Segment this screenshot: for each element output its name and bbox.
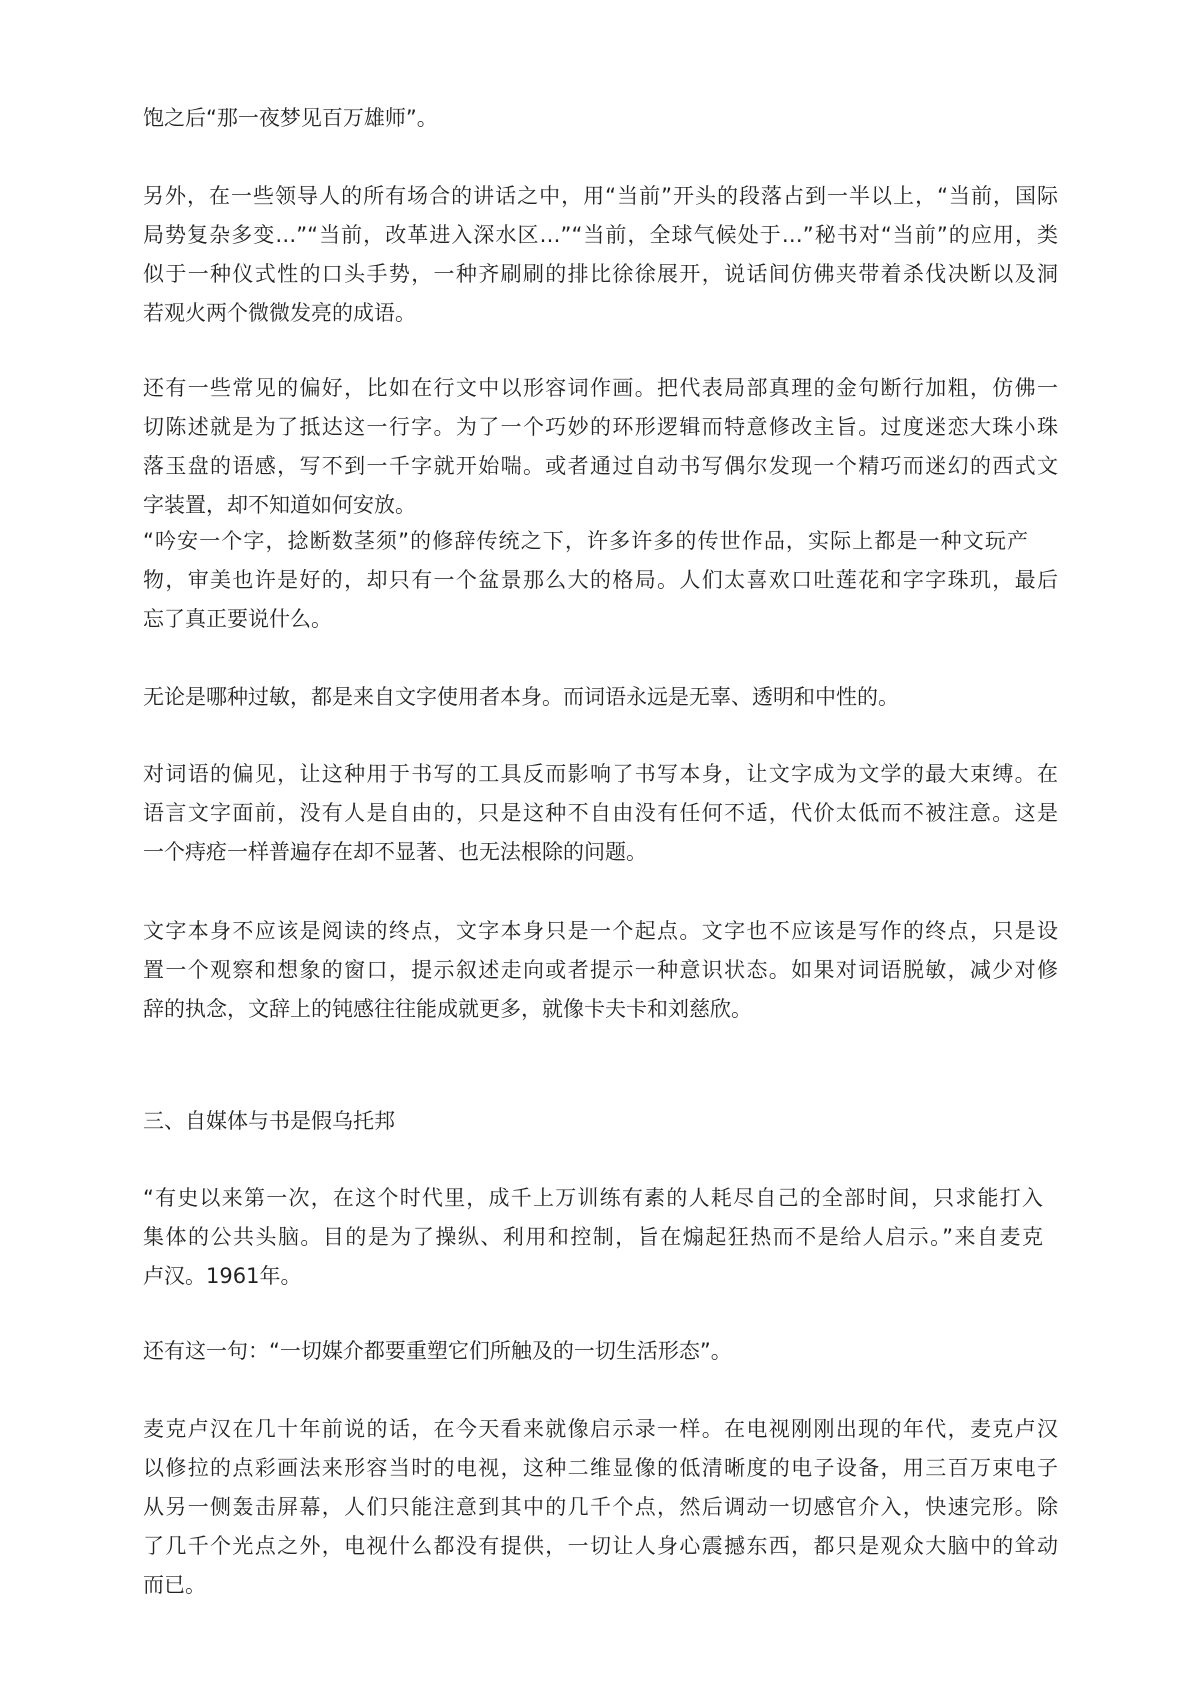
text-line: 对词语的偏见，让这种用于书写的工具反而影响了书写本身，让文字成为文学的最大束缚。在 (143, 762, 1058, 786)
paragraph (143, 1332, 1058, 1371)
text-line: 一个痔疮一样普遍存在却不显著、也无法根除的问题。 (143, 840, 647, 864)
paragraph (143, 912, 1058, 1029)
text-line: 从另一侧轰击屏幕，人们只能注意到其中的几千个点，然后调动一切感官介入，快速完形。除 (143, 1495, 1058, 1519)
text-line: 还有这一句：“一切媒介都要重塑它们所触及的一切生活形态”。 (143, 1339, 732, 1363)
paragraph (143, 1410, 1058, 1605)
paragraph (143, 678, 1058, 717)
text-line: 切陈述就是为了抵达这一行字。为了一个巧妙的环形逻辑而特意修改主旨。过度迷恋大珠小珠 (143, 415, 1058, 439)
section-heading-text: 三、自媒体与书是假乌托邦 (143, 1109, 395, 1133)
paragraph (143, 369, 1058, 525)
text-line: 另外，在一些领导人的所有场合的讲话之中，用“当前”开头的段落占到一半以上，“当前，国际 (143, 184, 1058, 208)
text-line: 忘了真正要说什么。 (143, 607, 332, 631)
paragraph (143, 99, 1058, 138)
paragraph (143, 1179, 1058, 1296)
paragraph (143, 755, 1058, 872)
text-line: 文字本身不应该是阅读的终点，文字本身只是一个起点。文字也不应该是写作的终点，只是设 (143, 919, 1058, 943)
text-line: 而已。 (143, 1573, 206, 1597)
text-line: “有史以来第一次，在这个时代里，成千上万训练有素的人耗尽自己的全部时间，只求能打入 (143, 1186, 1043, 1210)
text-line: 置一个观察和想象的窗口，提示叙述走向或者提示一种意识状态。如果对词语脱敏，减少对修 (143, 958, 1058, 982)
text-line: 若观火两个微微发亮的成语。 (143, 301, 416, 325)
text-line: 以修拉的点彩画法来形容当时的电视，这种二维显像的低清晰度的电子设备，用三百万束电子 (143, 1456, 1058, 1480)
text-line: 局势复杂多变…”“当前，改革进入深水区…”“当前，全球气候处于…”秘书对“当前”的应用，类 (143, 223, 1058, 247)
text-line: 辞的执念，文辞上的钝感往往能成就更多，就像卡夫卡和刘慈欣。 (143, 997, 752, 1021)
text-line: 还有一些常见的偏好，比如在行文中以形容词作画。把代表局部真理的金句断行加粗，仿佛一 (143, 376, 1058, 400)
text-line: “吟安一个字，捻断数茎须”的修辞传统之下，许多许多的传世作品，实际上都是一种文玩产 (143, 529, 1028, 553)
text-line: 集体的公共头脑。目的是为了操纵、利用和控制，旨在煽起狂热而不是给人启示。”来自麦克 (143, 1225, 1043, 1249)
text-line: 似于一种仪式性的口头手势，一种齐刷刷的排比徐徐展开，说话间仿佛夹带着杀伐决断以及洞 (143, 262, 1058, 286)
text-line: 字装置，却不知道如何安放。 (143, 493, 416, 517)
text-line: 了几千个光点之外，电视什么都没有提供，一切让人身心震撼东西，都只是观众大脑中的耸动 (143, 1534, 1058, 1558)
paragraph (143, 177, 1058, 333)
text-line: 物，审美也许是好的，却只有一个盆景那么大的格局。人们太喜欢口吐莲花和字字珠玑，最后 (143, 568, 1058, 592)
text-line: 语言文字面前，没有人是自由的，只是这种不自由没有任何不适，代价太低而不被注意。这是 (143, 801, 1058, 825)
text-line: 麦克卢汉在几十年前说的话，在今天看来就像启示录一样。在电视刚刚出现的年代，麦克卢汉 (143, 1417, 1058, 1441)
text-line: 饱之后“那一夜梦见百万雄师”。 (143, 106, 438, 130)
paragraph (143, 522, 1058, 639)
text-line: 卢汉。1961年。 (143, 1264, 302, 1288)
text-line: 落玉盘的语感，写不到一千字就开始喘。或者通过自动书写偶尔发现一个精巧而迷幻的西式文 (143, 454, 1058, 478)
section-heading (143, 1102, 1058, 1141)
text-line: 无论是哪种过敏，都是来自文字使用者本身。而词语永远是无辜、透明和中性的。 (143, 685, 899, 709)
